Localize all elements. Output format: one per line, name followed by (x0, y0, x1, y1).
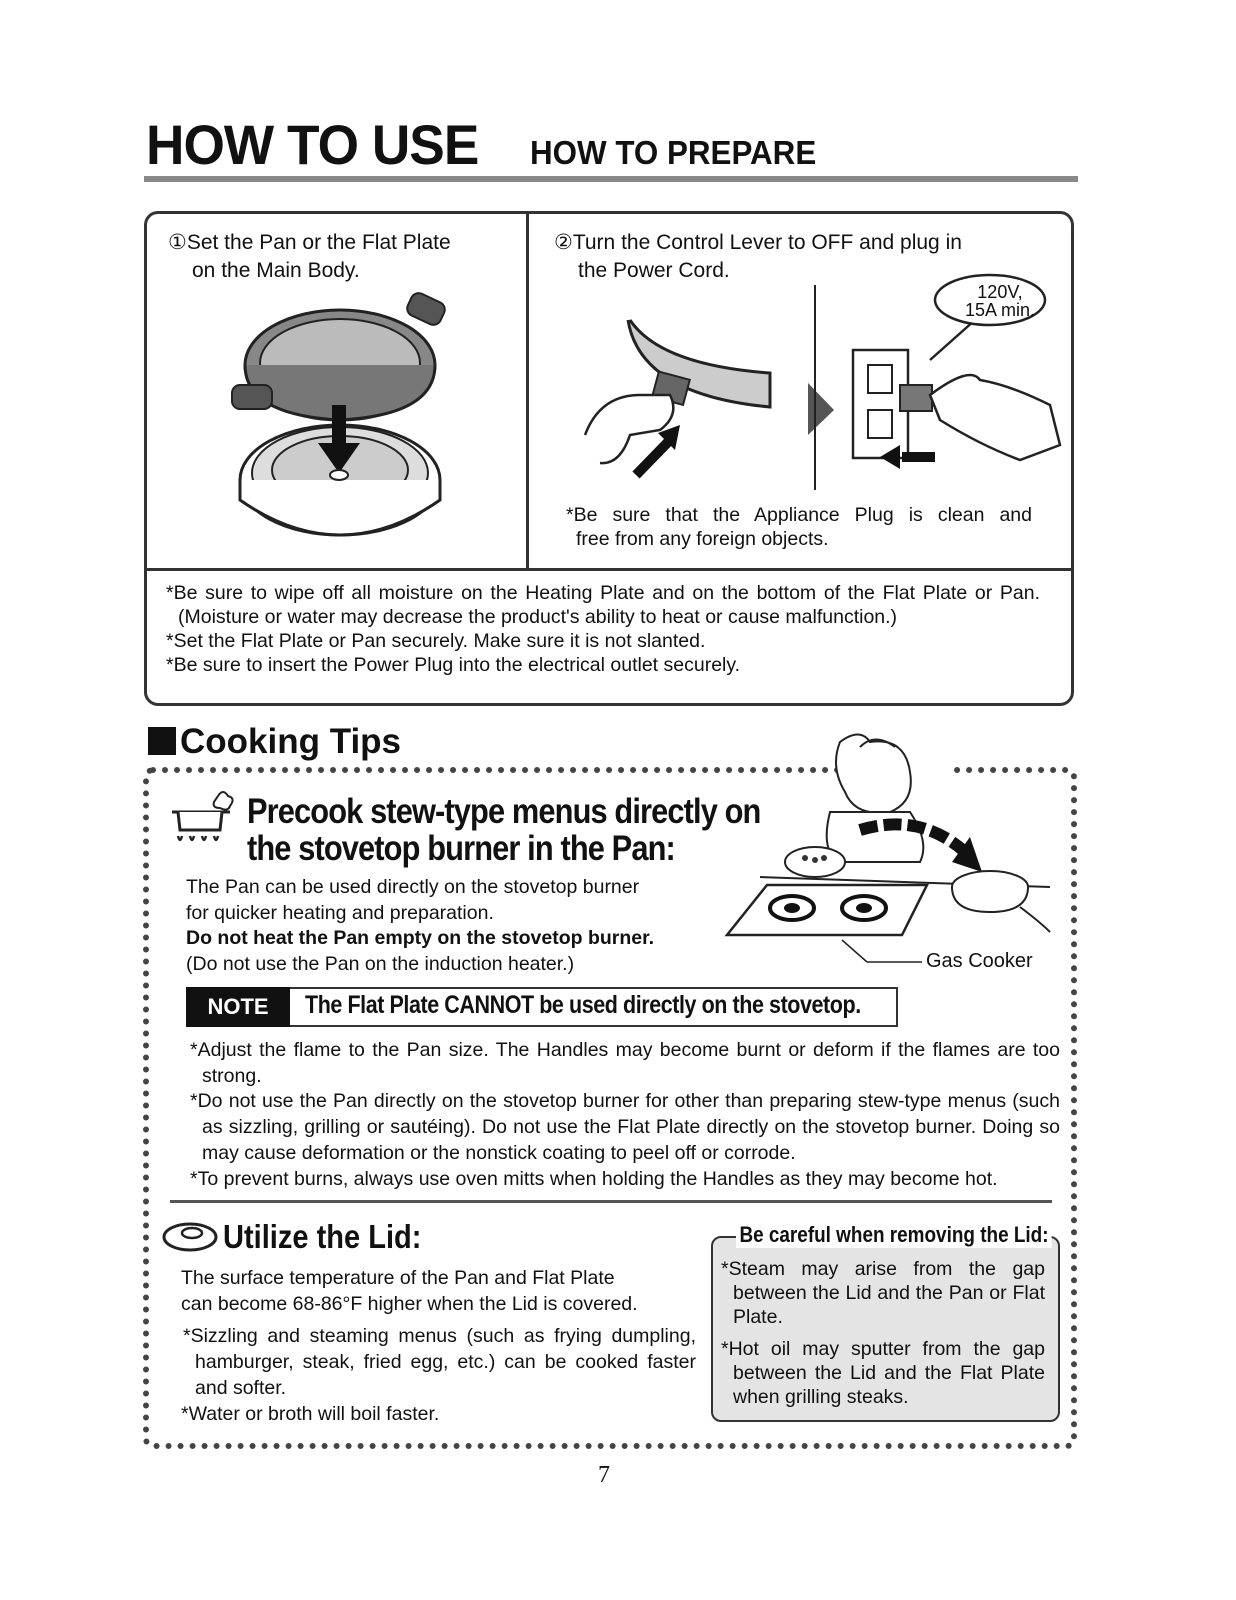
lid-heading: Utilize the Lid: (223, 1218, 422, 1255)
steaming-pot-icon (168, 788, 240, 852)
note-items: *Adjust the flame to the Pan size. The Handles may become burnt or deform if the flames are too strong. *Do not use the Pan directly on the stovetop burner for other than preparing stew-type menus (such as sizzling, grilling or sautéing). Do not use the Flat Plate directly on the stovetop burner. Doing so may cause deformation or the nonstick coating to peel off or corrode. *To prevent burns, always use oven mitts when holding the Handles as they may become hot. (190, 1039, 1060, 1190)
step2-text: ②Turn the Control Lever to OFF and plug in the Power Cord. (554, 231, 962, 282)
gas-cooker-label: Gas Cooker (926, 950, 1033, 972)
lid-body: The surface temperature of the Pan and Flat Plate can become 68-86°F higher when the Lid is covered. *Sizzling and steaming menus (such as frying dumpling, hamburger, steak, fried egg, etc.) can be cooked faster and softer. *Water or broth will boil faster. (181, 1267, 696, 1425)
voltage-bubble: 120V, 15A min. (964, 282, 1036, 320)
prepare-divider-horizontal (144, 568, 1074, 571)
page-title: HOW TO USE (146, 113, 479, 176)
precook-body: The Pan can be used directly on the stovetop burner for quicker heating and preparation. Do not heat the Pan empty on the stovetop burner. (Do not use the Pan on the induction heater.) (186, 876, 655, 975)
plug-note: *Be sure that the Appliance Plug is clean and free from any foreign objects. (566, 504, 1032, 550)
title-rule (144, 176, 1078, 182)
note-text: The Flat Plate CANNOT be used directly on the stovetop. (305, 991, 861, 1019)
page-number: 7 (598, 1462, 610, 1488)
note-label: NOTE (186, 987, 290, 1027)
square-bullet-icon (148, 727, 176, 755)
prepare-divider-vertical (526, 211, 529, 571)
careful-title: Be careful when removing the Lid: (736, 1222, 1052, 1248)
section-divider (170, 1200, 1052, 1203)
cooking-tips-title: Cooking Tips (148, 722, 401, 762)
careful-items: *Steam may arise from the gap between the Lid and the Pan or Flat Plate. *Hot oil may sputter from the gap between the Lid and the Flat Plate when grilling steaks. (721, 1258, 1045, 1408)
prepare-notes: *Be sure to wipe off all moisture on the Heating Plate and on the bottom of the Flat Plate or Pan. (Moisture or water may decrease the product's ability to heat or cause malfunction.) *Set the Flat Plate or Pan securely. Make sure it is not slanted. *Be sure to insert the Power Plug into the electrical outlet securely. (166, 582, 1040, 676)
lid-icon (162, 1220, 218, 1254)
step1-number: ① (168, 231, 187, 254)
step1-text: ①Set the Pan or the Flat Plate on the Main Body. (168, 231, 451, 282)
precook-heading: Precook stew-type menus directly on the stovetop burner in the Pan: (247, 792, 761, 868)
step2-number: ② (554, 231, 573, 254)
page-subtitle: HOW TO PREPARE (530, 134, 817, 171)
pan-on-base-illustration (230, 295, 450, 545)
